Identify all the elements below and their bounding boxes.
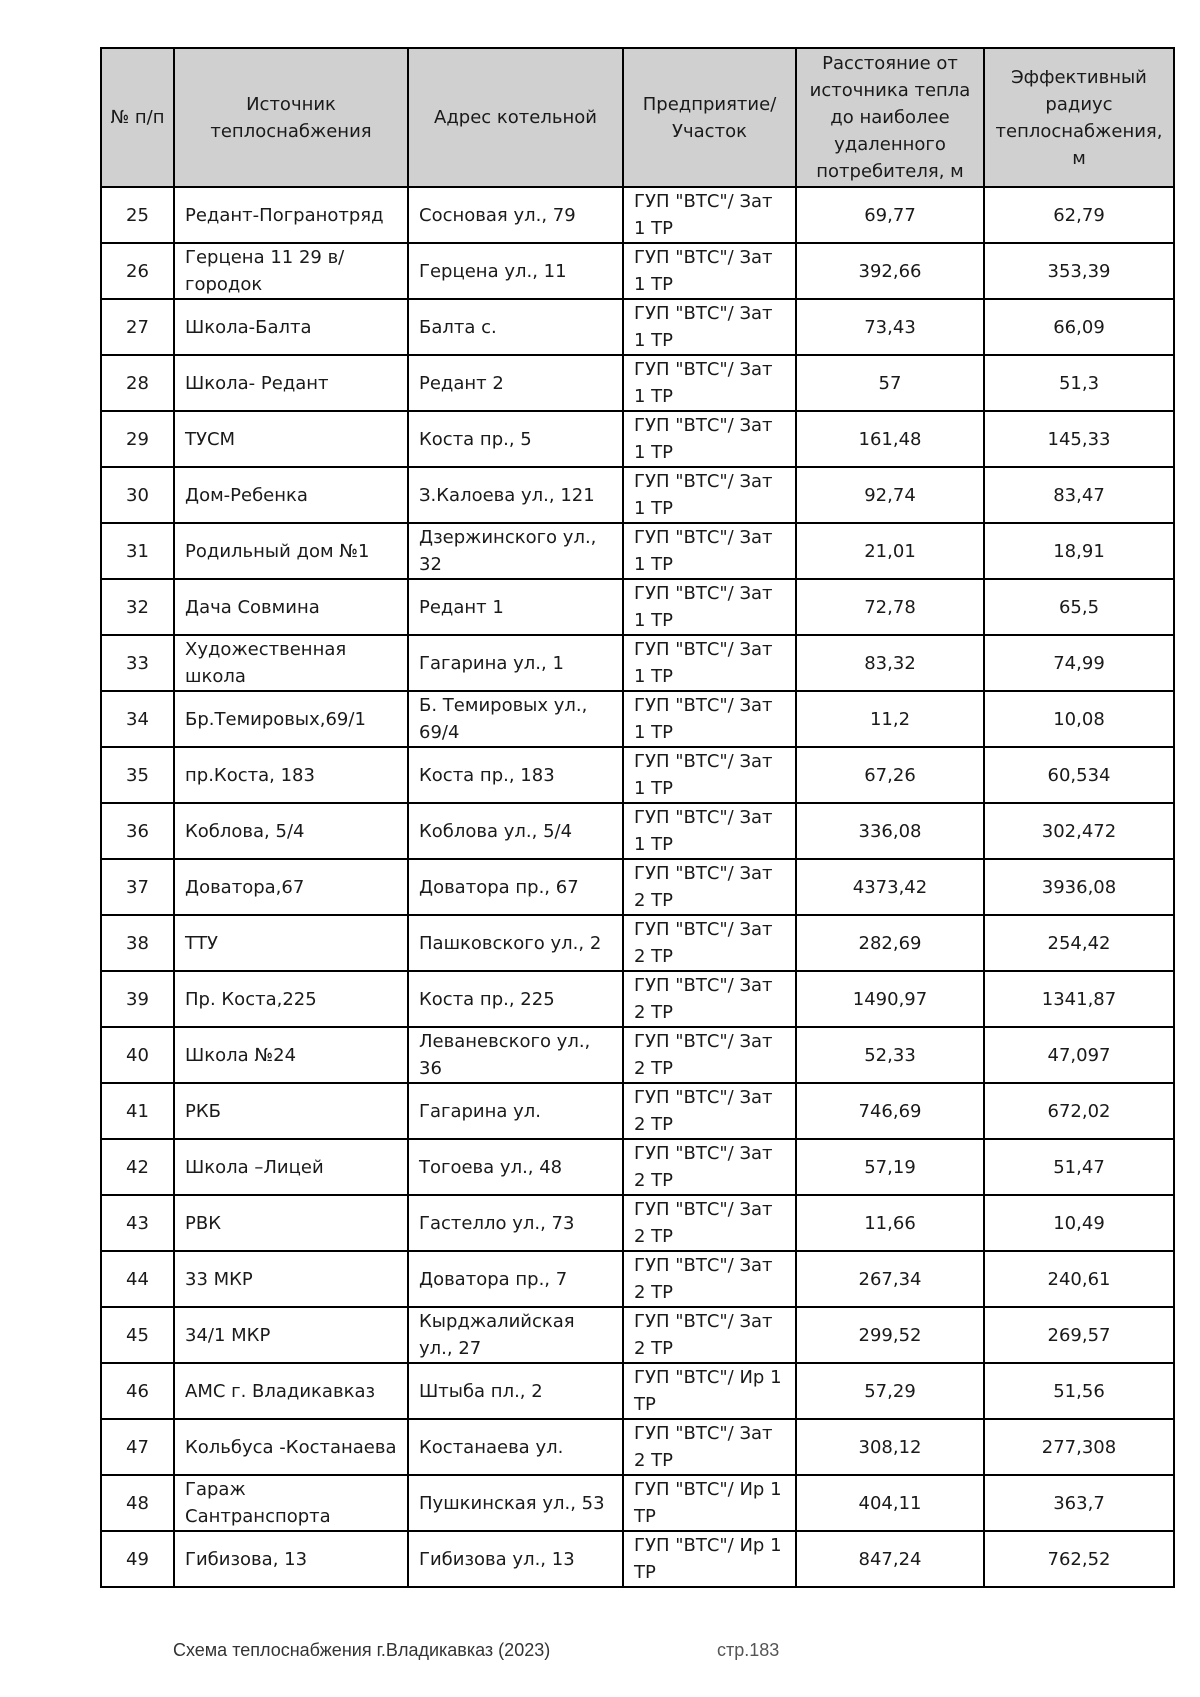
- cell-radius: 66,09: [984, 299, 1174, 355]
- cell-address: Пашковского ул., 2: [408, 915, 623, 971]
- cell-radius: 145,33: [984, 411, 1174, 467]
- table-row: [101, 971, 1174, 1027]
- cell-source: Родильный дом №1: [174, 523, 408, 579]
- cell-address: Б. Темировых ул., 69/4: [408, 691, 623, 747]
- cell-address: Редант 2: [408, 355, 623, 411]
- table-row: [101, 1363, 1174, 1419]
- header-radius: Эффективный радиус теплоснабжения, м: [984, 48, 1174, 187]
- table-row: [101, 187, 1174, 243]
- table-row: [101, 523, 1174, 579]
- cell-num: 31: [101, 523, 174, 579]
- table-row: [101, 691, 1174, 747]
- cell-num: 27: [101, 299, 174, 355]
- table-row: [101, 1195, 1174, 1251]
- cell-source: Школа №24: [174, 1027, 408, 1083]
- cell-radius: 353,39: [984, 243, 1174, 299]
- page-footer: [0, 1640, 1200, 1666]
- cell-num: 29: [101, 411, 174, 467]
- cell-enterprise: ГУП "ВТС"/ Зат 2 ТР: [623, 1139, 796, 1195]
- table-row: [101, 1531, 1174, 1587]
- cell-source: ТУСМ: [174, 411, 408, 467]
- cell-address: Гагарина ул.: [408, 1083, 623, 1139]
- cell-enterprise: ГУП "ВТС"/ Ир 1 ТР: [623, 1363, 796, 1419]
- cell-source: Художественная школа: [174, 635, 408, 691]
- cell-distance: 57,29: [796, 1363, 984, 1419]
- cell-num: 38: [101, 915, 174, 971]
- cell-address: Кырджалийская ул., 27: [408, 1307, 623, 1363]
- cell-enterprise: ГУП "ВТС"/ Зат 1 ТР: [623, 467, 796, 523]
- cell-distance: 746,69: [796, 1083, 984, 1139]
- table-row: [101, 411, 1174, 467]
- header-source: Источник теплоснабжения: [174, 48, 408, 187]
- cell-num: 42: [101, 1139, 174, 1195]
- cell-radius: 62,79: [984, 187, 1174, 243]
- cell-address: Леваневского ул., 36: [408, 1027, 623, 1083]
- cell-num: 46: [101, 1363, 174, 1419]
- cell-enterprise: ГУП "ВТС"/ Ир 1 ТР: [623, 1531, 796, 1587]
- cell-num: 47: [101, 1419, 174, 1475]
- cell-address: Герцена ул., 11: [408, 243, 623, 299]
- table-row: [101, 635, 1174, 691]
- cell-enterprise: ГУП "ВТС"/ Зат 2 ТР: [623, 859, 796, 915]
- cell-address: Дзержинского ул., 32: [408, 523, 623, 579]
- cell-num: 32: [101, 579, 174, 635]
- cell-num: 34: [101, 691, 174, 747]
- cell-source: Доватора,67: [174, 859, 408, 915]
- table-row: [101, 467, 1174, 523]
- cell-address: Тогоева ул., 48: [408, 1139, 623, 1195]
- cell-radius: 363,7: [984, 1475, 1174, 1531]
- cell-source: РВК: [174, 1195, 408, 1251]
- header-distance: Расстояние от источника тепла до наиболее удаленного потребителя, м: [796, 48, 984, 187]
- cell-address: Коблова ул., 5/4: [408, 803, 623, 859]
- cell-source: Школа –Лицей: [174, 1139, 408, 1195]
- cell-address: Гагарина ул., 1: [408, 635, 623, 691]
- cell-radius: 83,47: [984, 467, 1174, 523]
- table-row: [101, 1251, 1174, 1307]
- table-header-row: [101, 48, 1174, 187]
- cell-enterprise: ГУП "ВТС"/ Зат 2 ТР: [623, 1027, 796, 1083]
- cell-distance: 161,48: [796, 411, 984, 467]
- cell-num: 44: [101, 1251, 174, 1307]
- table-row: [101, 1083, 1174, 1139]
- cell-distance: 336,08: [796, 803, 984, 859]
- cell-num: 41: [101, 1083, 174, 1139]
- footer-document-title: Схема теплоснабжения г.Владикавказ (2023): [173, 1640, 551, 1660]
- cell-enterprise: ГУП "ВТС"/ Зат 1 ТР: [623, 523, 796, 579]
- cell-num: 33: [101, 635, 174, 691]
- cell-radius: 74,99: [984, 635, 1174, 691]
- cell-distance: 392,66: [796, 243, 984, 299]
- cell-distance: 282,69: [796, 915, 984, 971]
- cell-address: Коста пр., 5: [408, 411, 623, 467]
- cell-enterprise: ГУП "ВТС"/ Зат 2 ТР: [623, 1083, 796, 1139]
- cell-num: 28: [101, 355, 174, 411]
- cell-radius: 65,5: [984, 579, 1174, 635]
- cell-distance: 404,11: [796, 1475, 984, 1531]
- cell-distance: 11,2: [796, 691, 984, 747]
- cell-source: Бр.Темировых,69/1: [174, 691, 408, 747]
- cell-distance: 847,24: [796, 1531, 984, 1587]
- cell-address: Балта с.: [408, 299, 623, 355]
- cell-enterprise: ГУП "ВТС"/ Зат 1 ТР: [623, 243, 796, 299]
- cell-distance: 308,12: [796, 1419, 984, 1475]
- cell-radius: 60,534: [984, 747, 1174, 803]
- cell-address: Сосновая ул., 79: [408, 187, 623, 243]
- cell-source: Дача Совмина: [174, 579, 408, 635]
- cell-distance: 83,32: [796, 635, 984, 691]
- cell-radius: 269,57: [984, 1307, 1174, 1363]
- cell-radius: 672,02: [984, 1083, 1174, 1139]
- cell-source: Герцена 11 29 в/городок: [174, 243, 408, 299]
- cell-address: Гастелло ул., 73: [408, 1195, 623, 1251]
- cell-enterprise: ГУП "ВТС"/ Зат 1 ТР: [623, 635, 796, 691]
- table-row: [101, 355, 1174, 411]
- cell-num: 45: [101, 1307, 174, 1363]
- cell-enterprise: ГУП "ВТС"/ Зат 2 ТР: [623, 971, 796, 1027]
- cell-source: АМС г. Владикавказ: [174, 1363, 408, 1419]
- table-row: [101, 1419, 1174, 1475]
- cell-num: 35: [101, 747, 174, 803]
- cell-source: ТТУ: [174, 915, 408, 971]
- cell-address: Доватора пр., 7: [408, 1251, 623, 1307]
- cell-address: Редант 1: [408, 579, 623, 635]
- header-enterprise: Предприятие/ Участок: [623, 48, 796, 187]
- table-row: [101, 243, 1174, 299]
- header-num: № п/п: [101, 48, 174, 187]
- cell-radius: 47,097: [984, 1027, 1174, 1083]
- cell-distance: 267,34: [796, 1251, 984, 1307]
- cell-num: 43: [101, 1195, 174, 1251]
- cell-num: 48: [101, 1475, 174, 1531]
- cell-address: Коста пр., 183: [408, 747, 623, 803]
- cell-distance: 67,26: [796, 747, 984, 803]
- cell-radius: 277,308: [984, 1419, 1174, 1475]
- cell-enterprise: ГУП "ВТС"/ Зат 1 ТР: [623, 299, 796, 355]
- cell-source: Пр. Коста,225: [174, 971, 408, 1027]
- cell-num: 25: [101, 187, 174, 243]
- cell-distance: 92,74: [796, 467, 984, 523]
- cell-distance: 57: [796, 355, 984, 411]
- cell-address: З.Калоева ул., 121: [408, 467, 623, 523]
- table-row: [101, 915, 1174, 971]
- cell-enterprise: ГУП "ВТС"/ Зат 1 ТР: [623, 803, 796, 859]
- cell-source: пр.Коста, 183: [174, 747, 408, 803]
- cell-distance: 1490,97: [796, 971, 984, 1027]
- table-row: [101, 1307, 1174, 1363]
- cell-radius: 51,56: [984, 1363, 1174, 1419]
- cell-radius: 10,49: [984, 1195, 1174, 1251]
- cell-radius: 3936,08: [984, 859, 1174, 915]
- cell-enterprise: ГУП "ВТС"/ Зат 1 ТР: [623, 691, 796, 747]
- cell-distance: 11,66: [796, 1195, 984, 1251]
- cell-num: 49: [101, 1531, 174, 1587]
- cell-radius: 240,61: [984, 1251, 1174, 1307]
- cell-address: Гибизова ул., 13: [408, 1531, 623, 1587]
- cell-enterprise: ГУП "ВТС"/ Зат 1 ТР: [623, 355, 796, 411]
- cell-source: Коблова, 5/4: [174, 803, 408, 859]
- cell-distance: 299,52: [796, 1307, 984, 1363]
- cell-enterprise: ГУП "ВТС"/ Ир 1 ТР: [623, 1475, 796, 1531]
- cell-enterprise: ГУП "ВТС"/ Зат 1 ТР: [623, 411, 796, 467]
- cell-address: Пушкинская ул., 53: [408, 1475, 623, 1531]
- cell-radius: 51,3: [984, 355, 1174, 411]
- cell-source: Гибизова, 13: [174, 1531, 408, 1587]
- table-body: [101, 187, 1174, 1587]
- table-row: [101, 299, 1174, 355]
- cell-enterprise: ГУП "ВТС"/ Зат 2 ТР: [623, 915, 796, 971]
- cell-radius: 1341,87: [984, 971, 1174, 1027]
- cell-enterprise: ГУП "ВТС"/ Зат 2 ТР: [623, 1419, 796, 1475]
- table-row: [101, 859, 1174, 915]
- table-row: [101, 1139, 1174, 1195]
- cell-source: Школа- Редант: [174, 355, 408, 411]
- cell-enterprise: ГУП "ВТС"/ Зат 1 ТР: [623, 747, 796, 803]
- cell-source: Гараж Сантранспорта: [174, 1475, 408, 1531]
- header-address: Адрес котельной: [408, 48, 623, 187]
- cell-distance: 72,78: [796, 579, 984, 635]
- cell-num: 30: [101, 467, 174, 523]
- table-row: [101, 1027, 1174, 1083]
- cell-num: 40: [101, 1027, 174, 1083]
- cell-num: 36: [101, 803, 174, 859]
- cell-radius: 302,472: [984, 803, 1174, 859]
- cell-radius: 10,08: [984, 691, 1174, 747]
- cell-radius: 254,42: [984, 915, 1174, 971]
- cell-num: 26: [101, 243, 174, 299]
- footer-page-number: стр.183: [717, 1640, 780, 1660]
- cell-distance: 57,19: [796, 1139, 984, 1195]
- table-row: [101, 1475, 1174, 1531]
- cell-num: 39: [101, 971, 174, 1027]
- cell-source: Редант-Погранотряд: [174, 187, 408, 243]
- cell-radius: 18,91: [984, 523, 1174, 579]
- cell-enterprise: ГУП "ВТС"/ Зат 1 ТР: [623, 187, 796, 243]
- cell-radius: 762,52: [984, 1531, 1174, 1587]
- cell-enterprise: ГУП "ВТС"/ Зат 2 ТР: [623, 1251, 796, 1307]
- cell-address: Костанаева ул.: [408, 1419, 623, 1475]
- cell-enterprise: ГУП "ВТС"/ Зат 1 ТР: [623, 579, 796, 635]
- cell-address: Штыба пл., 2: [408, 1363, 623, 1419]
- cell-distance: 4373,42: [796, 859, 984, 915]
- cell-source: 34/1 МКР: [174, 1307, 408, 1363]
- cell-num: 37: [101, 859, 174, 915]
- table-row: [101, 579, 1174, 635]
- cell-source: РКБ: [174, 1083, 408, 1139]
- cell-distance: 69,77: [796, 187, 984, 243]
- cell-source: Школа-Балта: [174, 299, 408, 355]
- cell-radius: 51,47: [984, 1139, 1174, 1195]
- cell-source: Кольбуса -Костанаева: [174, 1419, 408, 1475]
- cell-distance: 52,33: [796, 1027, 984, 1083]
- heat-supply-table: [100, 47, 1175, 1588]
- cell-enterprise: ГУП "ВТС"/ Зат 2 ТР: [623, 1307, 796, 1363]
- cell-address: Доватора пр., 67: [408, 859, 623, 915]
- cell-address: Коста пр., 225: [408, 971, 623, 1027]
- cell-source: Дом-Ребенка: [174, 467, 408, 523]
- table-row: [101, 803, 1174, 859]
- cell-source: 33 МКР: [174, 1251, 408, 1307]
- cell-distance: 73,43: [796, 299, 984, 355]
- table-row: [101, 747, 1174, 803]
- cell-enterprise: ГУП "ВТС"/ Зат 2 ТР: [623, 1195, 796, 1251]
- cell-distance: 21,01: [796, 523, 984, 579]
